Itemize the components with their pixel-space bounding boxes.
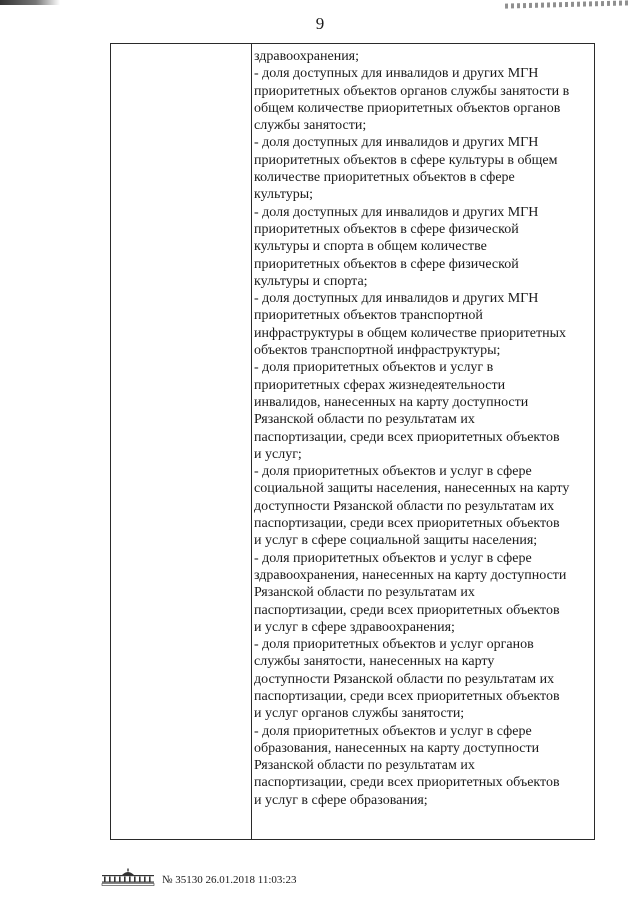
- text-line: - доля приоритетных объектов и услуг в: [254, 360, 494, 376]
- text-line: доступности Рязанской области по результатам их: [254, 671, 555, 687]
- scan-mark-top-right: [505, 0, 630, 8]
- text-line: и услуг в сфере образования;: [254, 792, 428, 808]
- text-line: культуры и спорта;: [254, 273, 368, 289]
- scan-mark-top-left: [0, 0, 60, 5]
- text-line: здравоохранения;: [254, 49, 360, 64]
- text-line: - доля приоритетных объектов и услуг органов: [254, 637, 534, 653]
- text-line: Рязанской области по результатам их: [254, 585, 475, 601]
- text-line: инвалидов, нанесенных на карту доступности: [254, 394, 529, 410]
- text-line: количестве приоритетных объектов в сфере: [254, 170, 515, 186]
- text-line: образования, нанесенных на карту доступности: [254, 740, 540, 756]
- table-cell-right: [254, 48, 593, 809]
- text-line: приоритетных объектов органов службы занятости в: [254, 83, 570, 99]
- text-line: социальной защиты населения, нанесенных на карту: [254, 481, 570, 497]
- government-logo-icon: [100, 868, 156, 886]
- text-line: инфраструктуры в общем количестве приоритетных: [254, 325, 567, 341]
- text-line: - доля приоритетных объектов и услуг в сфере: [254, 550, 532, 566]
- text-line: объектов транспортной инфраструктуры;: [254, 343, 501, 359]
- text-line: - доля доступных для инвалидов и других МГН: [254, 291, 539, 307]
- text-line: - доля приоритетных объектов и услуг в сфере: [254, 464, 532, 480]
- text-line: приоритетных сферах жизнедеятельности: [254, 377, 506, 393]
- text-line: - доля приоритетных объектов и услуг в сфере: [254, 723, 532, 739]
- text-line: общем количестве приоритетных объектов органов: [254, 100, 561, 116]
- text-line: и услуг в сфере здравоохранения;: [254, 619, 455, 635]
- text-line: культуры;: [254, 187, 314, 203]
- text-line: и услуг в сфере социальной защиты населения;: [254, 533, 538, 549]
- text-line: паспортизации, среди всех приоритетных объектов: [254, 602, 560, 618]
- document-footer: [100, 866, 296, 886]
- text-line: - доля доступных для инвалидов и других МГН: [254, 66, 539, 82]
- text-line: - доля доступных для инвалидов и других МГН: [254, 135, 539, 151]
- text-line: паспортизации, среди всех приоритетных объектов: [254, 429, 560, 445]
- text-line: приоритетных объектов в сфере физической: [254, 256, 519, 272]
- table-cell-left: [111, 44, 252, 839]
- text-line: - доля доступных для инвалидов и других МГН: [254, 204, 539, 220]
- text-line: приоритетных объектов транспортной: [254, 308, 483, 324]
- text-line: приоритетных объектов в сфере культуры в общем: [254, 152, 558, 168]
- text-line: Рязанской области по результатам их: [254, 412, 475, 428]
- text-line: доступности Рязанской области по результатам их: [254, 498, 555, 514]
- text-line: Рязанской области по результатам их: [254, 758, 475, 774]
- text-line: здравоохранения, нанесенных на карту доступности: [254, 567, 567, 583]
- text-line: культуры и спорта в общем количестве: [254, 239, 487, 255]
- text-line: паспортизации, среди всех приоритетных объектов: [254, 688, 560, 704]
- text-line: паспортизации, среди всех приоритетных объектов: [254, 516, 560, 532]
- text-line: службы занятости;: [254, 118, 367, 134]
- text-line: паспортизации, среди всех приоритетных объектов: [254, 775, 560, 791]
- text-line: приоритетных объектов в сфере физической: [254, 221, 519, 237]
- text-line: и услуг;: [254, 446, 302, 462]
- page-number: 9: [315, 14, 325, 33]
- registration-stamp: № 35130 26.01.2018 11:03:23: [162, 874, 297, 886]
- text-line: службы занятости, нанесенных на карту: [254, 654, 495, 670]
- text-line: и услуг органов службы занятости;: [254, 706, 465, 722]
- document-table: [110, 43, 595, 840]
